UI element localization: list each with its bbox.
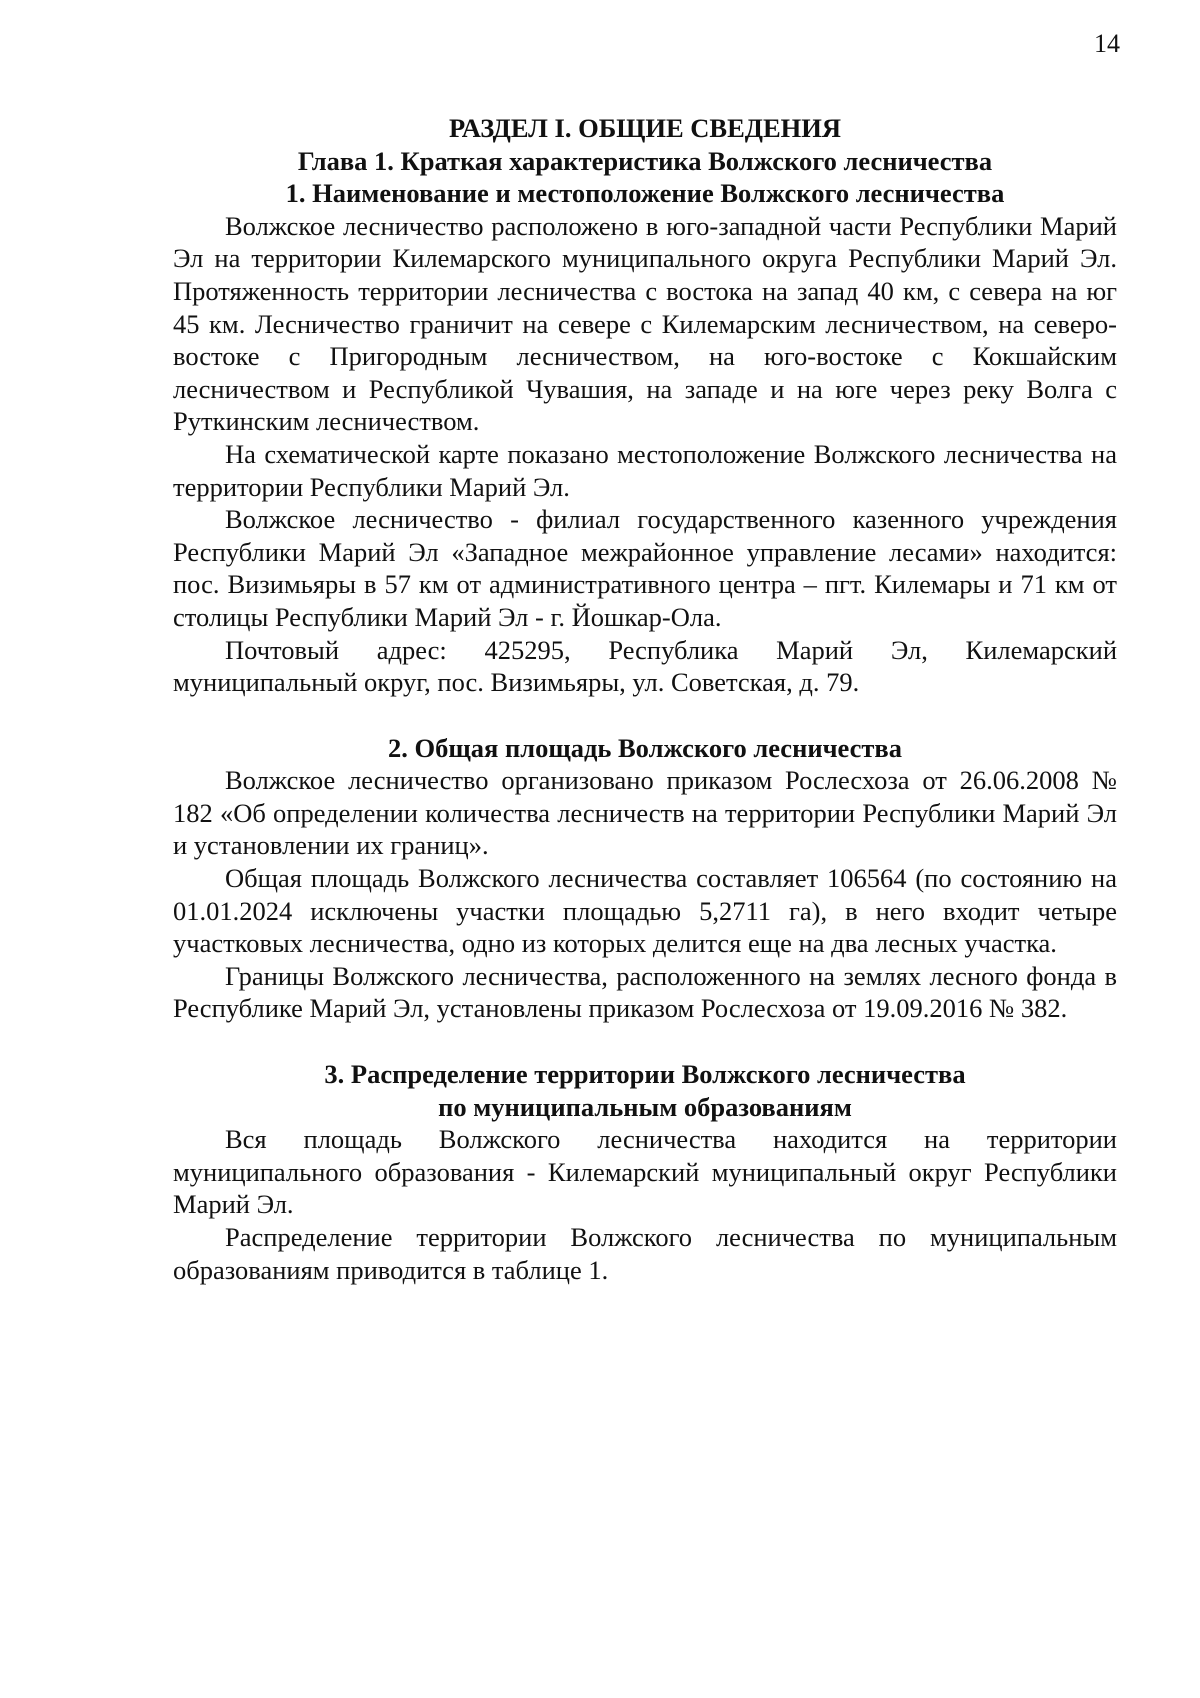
subsection-1-title: 1. Наименование и местоположение Волжского лесничества — [285, 178, 1005, 209]
subsection-3-paragraph-1: Вся площадь Волжского лесничества находится на территории муниципального образования - Килемарский муниципальный округ Республики Марий Эл. — [173, 1124, 1117, 1220]
chapter-title: Глава 1. Краткая характеристика Волжского лесничества — [297, 145, 993, 176]
document-body — [173, 112, 1117, 1286]
subsection-2-paragraph-2: Общая площадь Волжского лесничества составляет 106564 (по состоянию на 01.01.2024 исключены участки площадью 5,2711 га), в него входит четыре участковых лесничества, одно из которых делится еще на два лесных участка. — [173, 863, 1117, 959]
section-title: РАЗДЕЛ I. ОБЩИЕ СВЕДЕНИЯ — [448, 113, 842, 143]
page-number: 14 — [1094, 29, 1120, 58]
subsection-3-paragraph-2: Распределение территории Волжского лесничества по муниципальным образованиям приводится в таблице 1. — [173, 1222, 1117, 1285]
subsection-3-title-line-1: 3. Распределение территории Волжского лесничества — [324, 1059, 966, 1090]
subsection-1-paragraph-3: Волжское лесничество - филиал государственного казенного учреждения Республики Марий Эл «Западное межрайонное управление лесами» находится: пос. Визимьяры в 57 км от административного центра – пгт. Килемары и 71 км от столицы Республики Марий Эл - г. Йошкар-Ола. — [173, 504, 1117, 632]
subsection-3-title — [173, 1058, 1117, 1123]
subsection-1-paragraph-1: Волжское лесничество расположено в юго-западной части Республики Марий Эл на территории Килемарского муниципального округа Республики Марий Эл. Протяженность территории лесничества с востока на запад 40 км, с севера на юг 45 км. Лесничество граничит на севере с Килемарским лесничеством, на северо-востоке с Пригородным лесничеством, на юго-востоке с Кокшайским лесничеством и Республикой Чувашия, на западе и на юге через реку Волга с Руткинским лесничеством. — [173, 210, 1117, 437]
subsection-2-paragraph-1: Волжское лесничество организовано приказом Рослесхоза от 26.06.2008 № 182 «Об определении количества лесничеств на территории Республики Марий Эл и установлении их границ». — [173, 765, 1117, 861]
subsection-1-paragraph-2: На схематической карте показано местоположение Волжского лесничества на территории Республики Марий Эл. — [173, 438, 1117, 502]
subsection-1-paragraph-4: Почтовый адрес: 425295, Республика Марий Эл, Килемарский муниципальный округ, пос. Визимьяры, ул. Советская, д. 79. — [173, 634, 1117, 698]
subsection-2-title: 2. Общая площадь Волжского лесничества — [388, 732, 902, 763]
subsection-2-paragraph-3: Границы Волжского лесничества, расположенного на землях лесного фонда в Республике Марий Эл, установлены приказом Рослесхоза от 19.09.2016 № 382. — [173, 960, 1117, 1024]
subsection-3-title-line-2: по муниципальным образованиям — [438, 1091, 852, 1122]
